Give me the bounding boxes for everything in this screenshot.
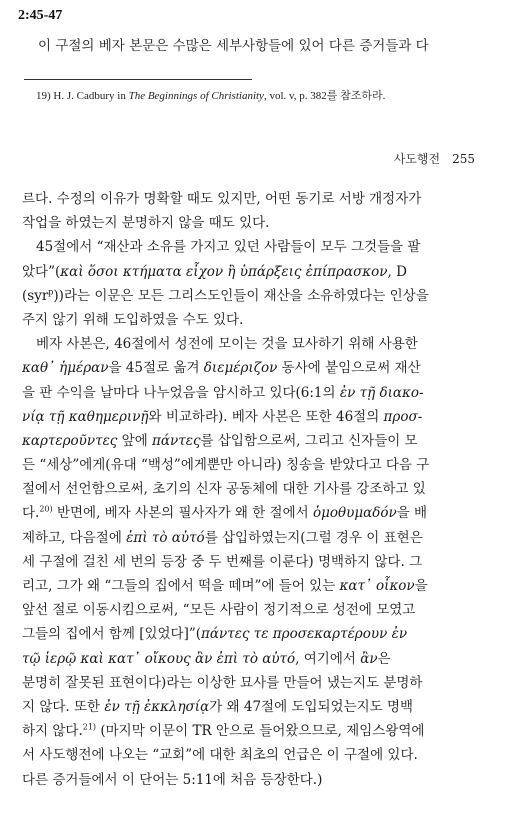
text-run: 주지 않기 위해 도입하였을 수도 있다. (22, 311, 244, 328)
text-run: 다른 증거들에서 이 단어는 5:11에 처음 등장한다.) (22, 771, 323, 788)
body-line (22, 574, 492, 598)
greek-phrase: πάντες τε προσεκαρτέρουν ἐν (201, 626, 408, 643)
greek-phrase: ὁμοθυμαδόν (312, 505, 397, 522)
text-run: 를 삽입함으로써, 그리고 신자들이 모 (200, 432, 418, 449)
text-run: 반면에, 베자 사본의 필사자가 왜 한 절에서 (52, 505, 313, 522)
text-run: 을 배 (396, 505, 428, 522)
text-run: 앞에 (117, 432, 153, 449)
greek-phrase: προσ- (383, 408, 423, 425)
body-line (22, 235, 492, 259)
body-line (22, 260, 492, 284)
body-line (22, 356, 492, 380)
text-run: 았다”( (22, 263, 61, 280)
text-run: 동사에 붙임으로써 재산 (277, 360, 421, 377)
superscript: 20) (39, 504, 53, 514)
footnote-after: , vol. v, p. 382를 참조하라. (263, 90, 386, 102)
body-line (22, 381, 492, 405)
body-line (22, 695, 492, 719)
text-run: 그들의 집에서 함께 [있었다]”( (22, 626, 202, 643)
body-line (22, 526, 492, 550)
footnote-before: 19) H. J. Cadbury in (36, 90, 129, 102)
greek-phrase: κατ᾽ οἶκον (339, 578, 415, 594)
body-line (22, 477, 492, 501)
text-run: 든 “세상”에게(유대 “백성”에게뿐만 아니라) 칭송을 받았다고 다음 구 (22, 457, 430, 474)
page-number: 255 (452, 152, 475, 166)
greek-phrase: πάντες (152, 432, 201, 449)
text-run: 다. (22, 505, 40, 522)
body-line (22, 550, 492, 574)
text-run: 세 구절에 걸친 세 번의 등장 중 두 번째를 이룬다) 명백하지 않다. 그 (22, 553, 423, 570)
text-run: 와 비교하라). 베자 사본은 또한 46절의 (148, 408, 384, 425)
text-run: 리고, 그가 왜 “그들의 집에서 떡을 떼며”에 들어 있는 (22, 578, 340, 594)
body-line (22, 332, 492, 356)
greek-phrase: νίᾳ τῇ καθημερινῇ (22, 408, 149, 425)
body-line (22, 768, 492, 792)
text-run: 은 (377, 650, 391, 667)
body-line (22, 598, 492, 622)
running-header (394, 150, 475, 167)
body-line (22, 622, 492, 646)
body-line (22, 284, 492, 308)
text-run: 분명히 잘못된 표현이다)라는 이상한 묘사를 만들어 냈는지도 분명하 (22, 674, 423, 691)
text-run: 을 (414, 578, 428, 594)
text-run: 을 45절로 옮겨 (108, 360, 204, 377)
text-run: 서 사도행전에 나오는 “교회”에 대한 최초의 언급은 이 구절에 있다. (22, 747, 418, 764)
text-run: , D (387, 263, 407, 280)
text-run: , 여기에서 (295, 650, 361, 667)
footnote-book-title: The Beginnings of Christianity (128, 90, 264, 102)
text-run: 제하고, 다음절에 (22, 529, 127, 546)
text-run: 지 않다. 또한 (22, 698, 105, 715)
greek-phrase: καρτεροῦντες (22, 432, 118, 449)
greek-phrase: ἐν τῇ ἐκκλησίᾳ (104, 698, 210, 715)
text-run: 르다. 수정의 이유가 명확할 때도 있지만, 어떤 동기로 서방 개정자가 (22, 191, 422, 207)
body-line (22, 211, 492, 235)
text-run: 앞선 절로 이동시킴으로써, “모든 사람이 정기적으로 성전에 모였고 (22, 602, 416, 619)
footnote-19 (36, 87, 385, 103)
text-run: 를 삽입하였는지(그럴 경우 이 표현은 (204, 529, 423, 546)
body-line (22, 429, 492, 453)
body-line (22, 743, 492, 767)
superscript: p (48, 287, 54, 297)
superscript: 21) (82, 722, 97, 732)
greek-phrase: διεμέριζον (203, 360, 278, 377)
body-line (22, 453, 492, 477)
running-header-book: 사도행전 (393, 152, 441, 166)
greek-phrase: τῷ ἱερῷ καὶ κατ᾽ οἴκους ἂν ἐπὶ τὸ αὐτό (22, 650, 296, 667)
greek-phrase: καθ᾽ ἡμέραν (22, 360, 109, 377)
body-line (22, 719, 492, 743)
text-run: 을 판 수익을 날마다 나누었음을 암시하고 있다(6:1의 (22, 384, 340, 401)
body-line (22, 671, 492, 695)
greek-phrase: ἂν (360, 650, 378, 667)
text-run: 베자 사본은, 46절에서 성전에 모이는 것을 묘사하기 위해 사용한 (36, 336, 418, 353)
body-line (22, 405, 492, 429)
greek-phrase: ἐν τῇ διακο- (339, 384, 424, 401)
text-run: 절에서 선언함으로써, 초기의 신자 공동체에 대한 기사를 강조하고 있 (22, 481, 426, 498)
body-line (22, 501, 492, 525)
text-run: 작업을 하였는지 분명하지 않을 때도 있다. (22, 215, 270, 232)
footnote-divider (24, 79, 252, 80)
verse-reference: 2:45-47 (18, 8, 63, 23)
text-run: ))라는 이문은 모든 그리스도인들이 재산을 소유하였다는 인상을 (53, 287, 429, 304)
body-line (22, 187, 492, 211)
text-run: (syr (22, 287, 49, 304)
previous-page-text-line: 이 구절의 베자 본문은 수많은 세부사항들에 있어 다른 증거들과 다 (38, 38, 429, 54)
greek-phrase: καὶ ὅσοι κτήματα εἶχον ἢ ὑπάρξεις ἐπίπρασκον (60, 263, 388, 280)
body-line (22, 308, 492, 332)
text-run: 45절에서 “재산과 소유를 가지고 있던 사람들이 모두 그것들을 팔 (36, 239, 421, 256)
text-run: 가 왜 47절에 도입되었는지도 명백 (209, 698, 414, 715)
greek-phrase: ἐπὶ τὸ αὐτό (126, 529, 205, 546)
text-run: (마지막 이문이 TR 안으로 들어왔으므로, 제임스왕역에 (96, 723, 425, 740)
body-line (22, 647, 492, 671)
body-text (22, 187, 492, 792)
text-run: 하지 않다. (22, 723, 83, 740)
